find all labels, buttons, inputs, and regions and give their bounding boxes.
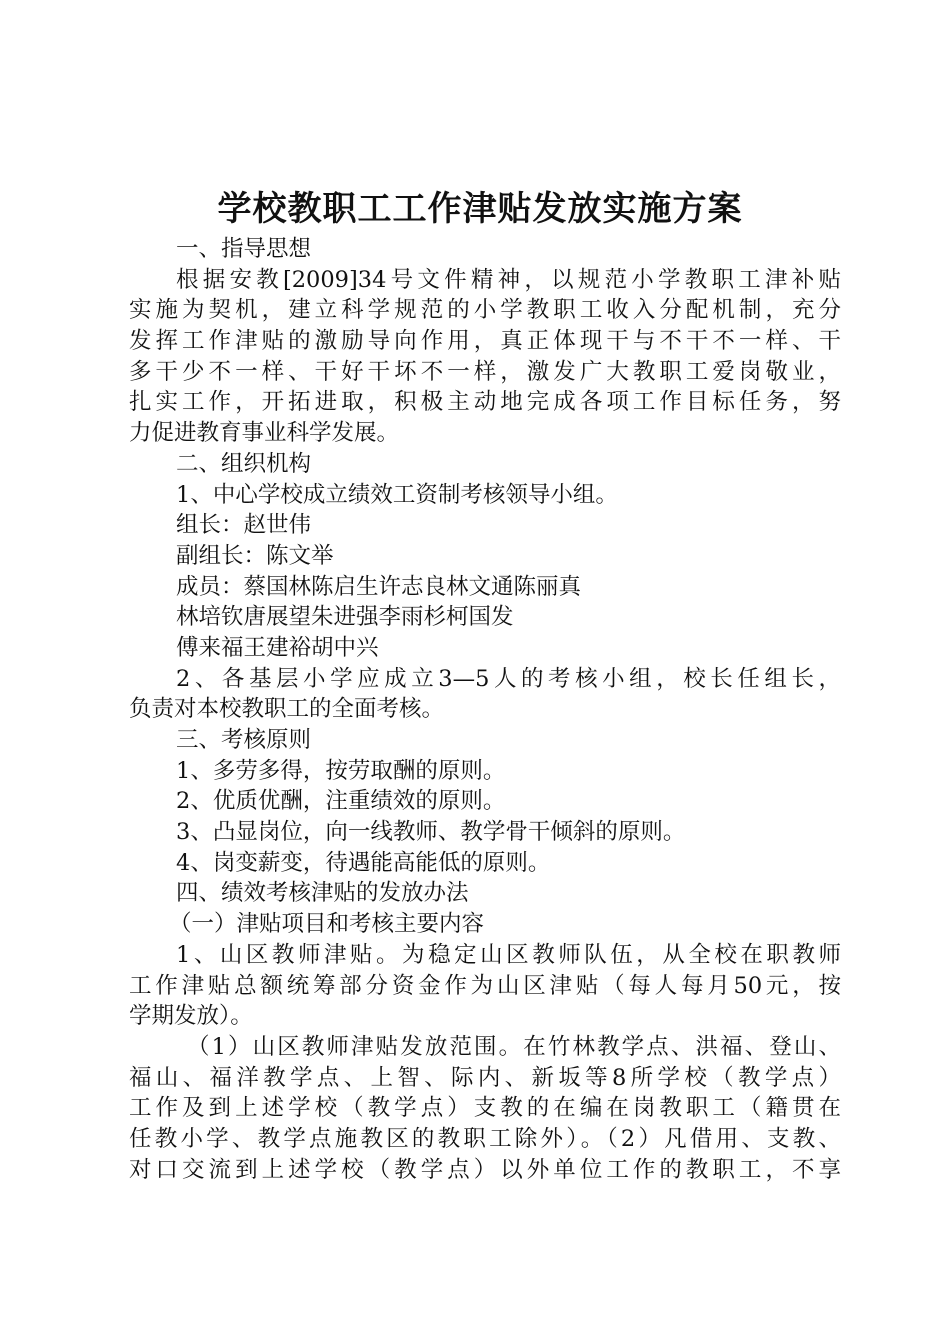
- text-line: 2、各基层小学应成立3—5人的考核小组，校长任组长，: [176, 665, 841, 692]
- text-line: 多干少不一样、干好干坏不一样，激发广大教职工爱岗敬业，: [129, 358, 841, 385]
- document-body: [129, 234, 841, 1185]
- document-title: 学校教职工工作津贴发放实施方案: [217, 189, 743, 229]
- text-line: 工作及到上述学校（教学点）支教的在编在岗教职工（籍贯在: [129, 1095, 841, 1122]
- text-line: 四、绩效考核津贴的发放办法: [176, 880, 469, 907]
- text-line: 副组长：陈文举: [176, 542, 334, 569]
- text-line: 任教小学、教学点施教区的教职工除外）。（2）凡借用、支教、: [129, 1125, 841, 1152]
- text-line: 2、优质优酬，注重绩效的原则。: [176, 788, 506, 815]
- text-line: 福山、福洋教学点、上智、际内、新坂等8所学校（教学点）: [129, 1064, 841, 1091]
- text-line: 组长：赵世伟: [176, 512, 312, 539]
- text-line: 对口交流到上述学校（教学点）以外单位工作的教职工，不享: [129, 1156, 841, 1183]
- text-line: （一）津贴项目和考核主要内容: [169, 911, 485, 938]
- text-line: 负责对本校教职工的全面考核。: [129, 696, 445, 723]
- text-line: 二、组织机构: [176, 450, 312, 477]
- text-line: 1、中心学校成立绩效工资制考核领导小组。: [176, 481, 618, 508]
- text-line: 3、凸显岗位，向一线教师、教学骨干倾斜的原则。: [176, 819, 686, 846]
- text-line: 工作津贴总额统筹部分资金作为山区津贴（每人每月50元，按: [129, 972, 841, 999]
- text-line: （1）山区教师津贴发放范围。在竹林教学点、洪福、登山、: [187, 1033, 841, 1060]
- text-line: 发挥工作津贴的激励导向作用，真正体现干与不干不一样、干: [129, 328, 841, 355]
- text-line: 一、指导思想: [176, 236, 312, 262]
- text-line: 傅来福王建裕胡中兴: [176, 634, 379, 661]
- text-line: 根据安教[2009]34号文件精神，以规范小学教职工津补贴: [176, 266, 841, 293]
- text-line: 力促进教育事业科学发展。: [129, 420, 400, 447]
- text-line: 学期发放）。: [129, 1003, 253, 1030]
- text-line: 1、多劳多得，按劳取酬的原则。: [176, 757, 506, 784]
- text-line: 成员：蔡国林陈启生许志良林文通陈丽真: [176, 573, 582, 600]
- text-line: 扎实工作，开拓进取，积极主动地完成各项工作目标任务，努: [129, 389, 841, 416]
- text-line: 实施为契机，建立科学规范的小学教职工收入分配机制，充分: [129, 297, 841, 324]
- text-line: 林培钦唐展望朱进强李雨杉柯国发: [176, 604, 514, 631]
- text-line: 1、山区教师津贴。为稳定山区教师队伍，从全校在职教师: [176, 941, 841, 968]
- text-line: 4、岗变薪变，待遇能高能低的原则。: [176, 849, 551, 876]
- text-line: 三、考核原则: [176, 727, 312, 753]
